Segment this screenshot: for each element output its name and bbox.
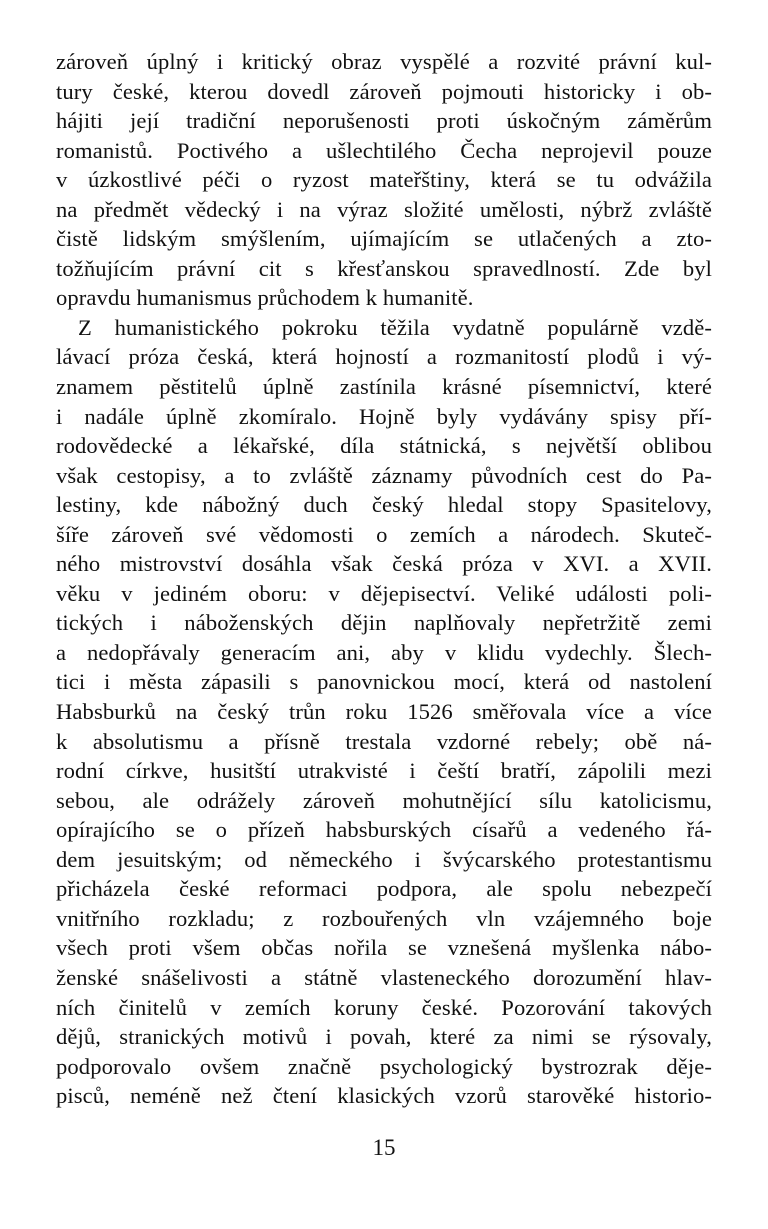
text-line-9: opravdu humanismus průchodem k humanitě. [56, 285, 474, 311]
text-line-1: zároveň úplný i kritický obraz vyspělé a rozvité právní kul- [56, 49, 712, 74]
text-line-35: podporovalo ovšem značně psychologický bystrozrak děje- [56, 1053, 712, 1079]
text-line-4: romanistů. Poctivého a ušlechtilého Čecha neprojevil pouze [56, 137, 712, 163]
text-line-17: šíře zároveň své vědomosti o zemích a národech. Skuteč- [56, 521, 712, 547]
text-line-31: všech proti všem občas nořila se vznešená myšlenka nábo- [56, 935, 712, 961]
text-line-28: dem jesuitským; od německého i švýcarského protestantismu [56, 846, 712, 872]
text-line-14: rodovědecké a lékařské, díla státnická, s největší oblibou [56, 433, 712, 459]
text-line-30: vnitřního rozkladu; z rozbouřených vln vzájemného boje [56, 905, 712, 931]
text-line-26: sebou, ale odrážely zároveň mohutnějící sílu katolicismu, [56, 787, 712, 813]
text-line-21: a nedopřávaly generacím ani, aby v klidu vydechly. Šlech- [56, 639, 712, 665]
text-line-10: Z humanistického pokroku těžila vydatně populárně vzdě- [78, 314, 712, 340]
text-line-23: Habsburků na český trůn roku 1526 směřovala více a více [56, 699, 712, 725]
text-line-27: opírajícího se o přízeň habsburských císařů a vedeného řá- [56, 817, 712, 843]
text-line-29: přicházela české reformaci podpora, ale spolu nebezpečí [56, 876, 712, 902]
text-line-16: lestiny, kde nábožný duch český hledal stopy Spasitelovy, [56, 492, 712, 518]
text-line-2: tury české, kterou dovedl zároveň pojmouti historicky i ob- [56, 78, 712, 104]
text-line-15: však cestopisy, a to zvláště záznamy původních cest do Pa- [56, 462, 712, 488]
text-line-6: na předmět vědecký i na výraz složité umělosti, nýbrž zvláště [56, 196, 712, 222]
text-line-19: věku v jediném oboru: v dějepisectví. Veliké události poli- [56, 580, 712, 606]
text-line-11: lávací próza česká, která hojností a rozmanitostí plodů i vý- [56, 344, 712, 370]
text-line-8: tožňujícím právní cit s křesťanskou spravedlností. Zde byl [56, 255, 712, 281]
text-line-20: tických i náboženských dějin naplňovaly nepřetržitě zemi [56, 610, 712, 636]
text-line-13: i nadále úplně zkomíralo. Hojně byly vydávány spisy pří- [56, 403, 712, 429]
text-line-33: ních činitelů v zemích koruny české. Pozorování takových [56, 994, 712, 1020]
page-number: 15 [372, 1135, 396, 1160]
text-line-36: pisců, neméně než čtení klasických vzorů starověké historio- [56, 1083, 712, 1109]
text-line-3: hájiti její tradiční neporušenosti proti úskočným záměrům [56, 108, 712, 134]
text-line-18: ného mistrovství dosáhla však česká próza v XVI. a XVII. [56, 551, 712, 577]
text-line-25: rodní církve, husitští utrakvisté i čeští bratří, zápolili mezi [56, 758, 712, 784]
text-line-12: znamem pěstitelů úplně zastínila krásné písemnictví, které [56, 374, 712, 400]
text-line-7: čistě lidským smýšlením, ujímajícím se utlačených a zto- [56, 226, 712, 252]
page-body-text [56, 47, 712, 1111]
text-line-32: ženské snášelivosti a státně vlasteneckého dorozumění hlav- [56, 964, 712, 990]
text-line-34: dějů, stranických motivů i povah, které za nimi se rýsovaly, [56, 1024, 712, 1050]
text-line-24: k absolutismu a přísně trestala vzdorné rebely; obě ná- [56, 728, 712, 754]
text-line-5: v úzkostlivé péči o ryzost mateřštiny, která se tu odvážila [56, 167, 712, 193]
text-line-22: tici i města zápasili s panovnickou mocí, která od nastolení [56, 669, 712, 695]
